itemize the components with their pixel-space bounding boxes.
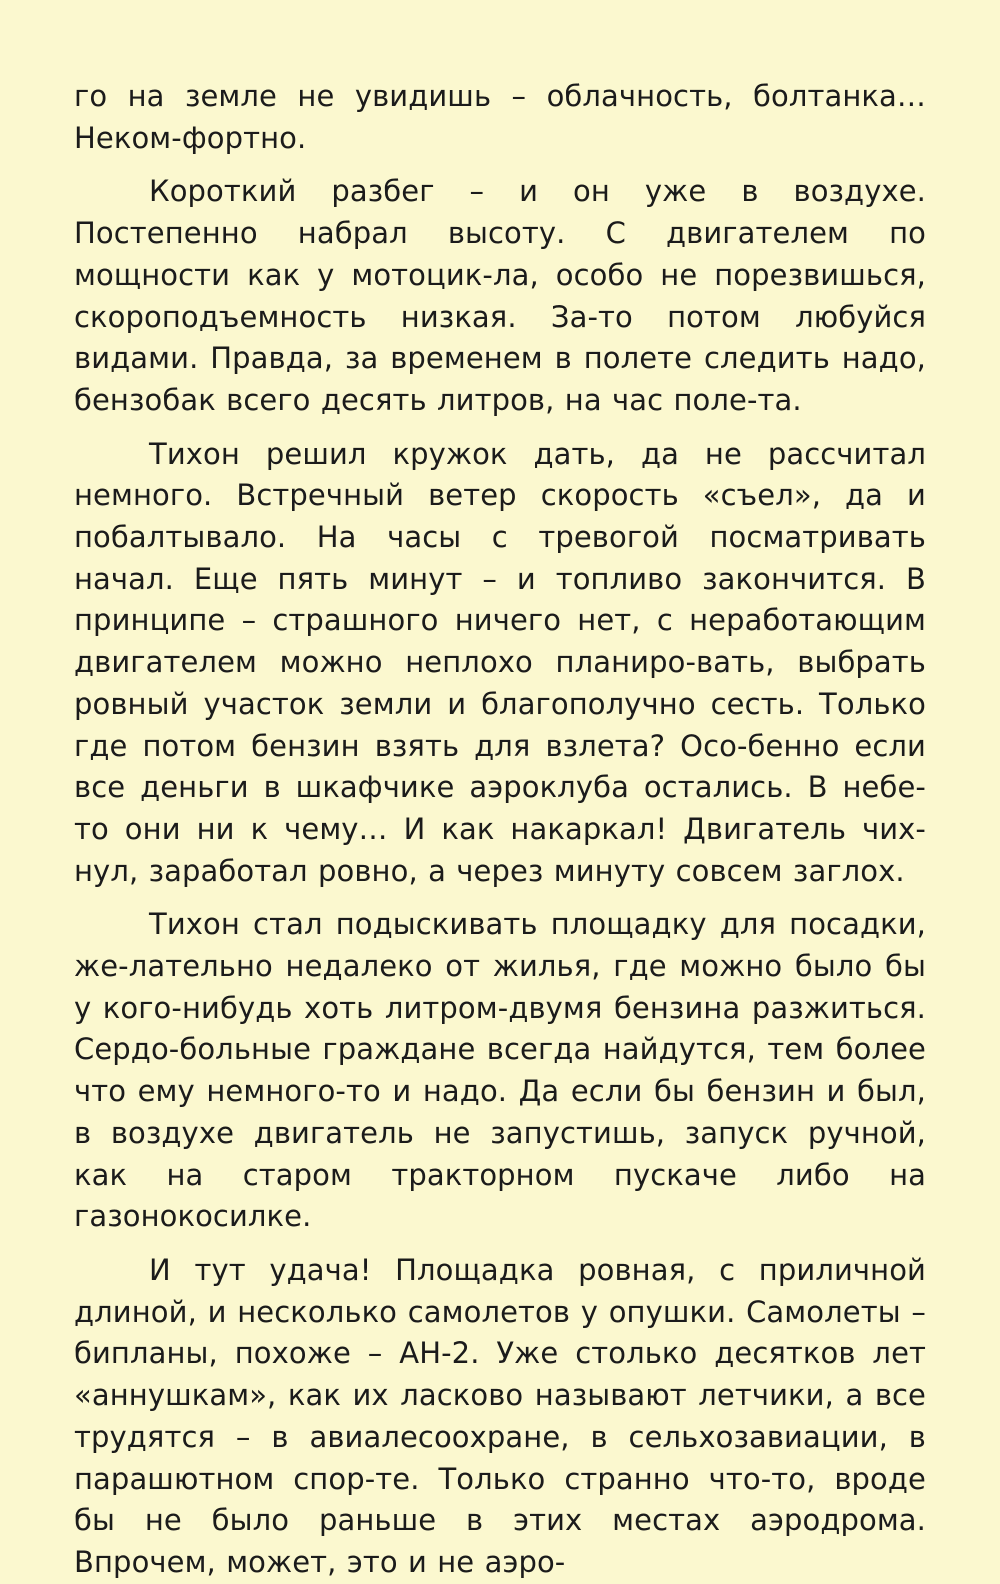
- paragraph-4: Тихон стал подыскивать площадку для посадки, же-лательно недалеко от жилья, где можно было бы у кого-нибудь хоть литром-двумя бензина разжиться. Сердо-больные граждане всегда найдутся, тем более что ему немного-то и надо. Да если бы бензин и был, в воздухе двигатель не запустишь, запуск ручной, как на старом тракторном пускаче либо на газонокосилке.: [74, 907, 926, 1234]
- paragraph-3: Тихон решил кружок дать, да не рассчитал немного. Встречный ветер скорость «съел», да и побалтывало. На часы с тревогой посматривать начал. Еще пять минут – и топливо закончится. В принципе – страшного ничего нет, с неработающим двигателем можно неплохо планиро-вать, выбрать ровный участок земли и благополучно сесть. Только где потом бензин взять для взлета? Осо-бенно если все деньги в шкафчике аэроклуба остались. В небе-то они ни к чему… И как накаркал! Двигатель чих-нул, заработал ровно, а через минуту совсем заглох.: [74, 436, 926, 888]
- paragraph-1: го на земле не увидишь – облачность, болтанка… Неком-фортно.: [74, 79, 926, 155]
- paragraph-2: Короткий разбег – и он уже в воздухе. Постепенно набрал высоту. С двигателем по мощности как у мотоцик-ла, особо не порезвишься, скороподъемность низкая. За-то потом любуйся видами. Правда, за временем в полете следить надо, бензобак всего десять литров, на час поле-та.: [74, 174, 926, 417]
- paragraph-5: И тут удача! Площадка ровная, с приличной длиной, и несколько самолетов у опушки. Самолеты – бипланы, похоже – АН-2. Уже столько десятков лет «аннушкам», как их ласково называют летчики, а все трудятся – в авиалесоохране, в сельхозавиации, в парашютном спор-те. Только странно что-то, вроде бы не было раньше в этих местах аэродрома. Впрочем, может, это и не аэро-: [74, 1252, 926, 1579]
- page-text: [74, 76, 926, 1584]
